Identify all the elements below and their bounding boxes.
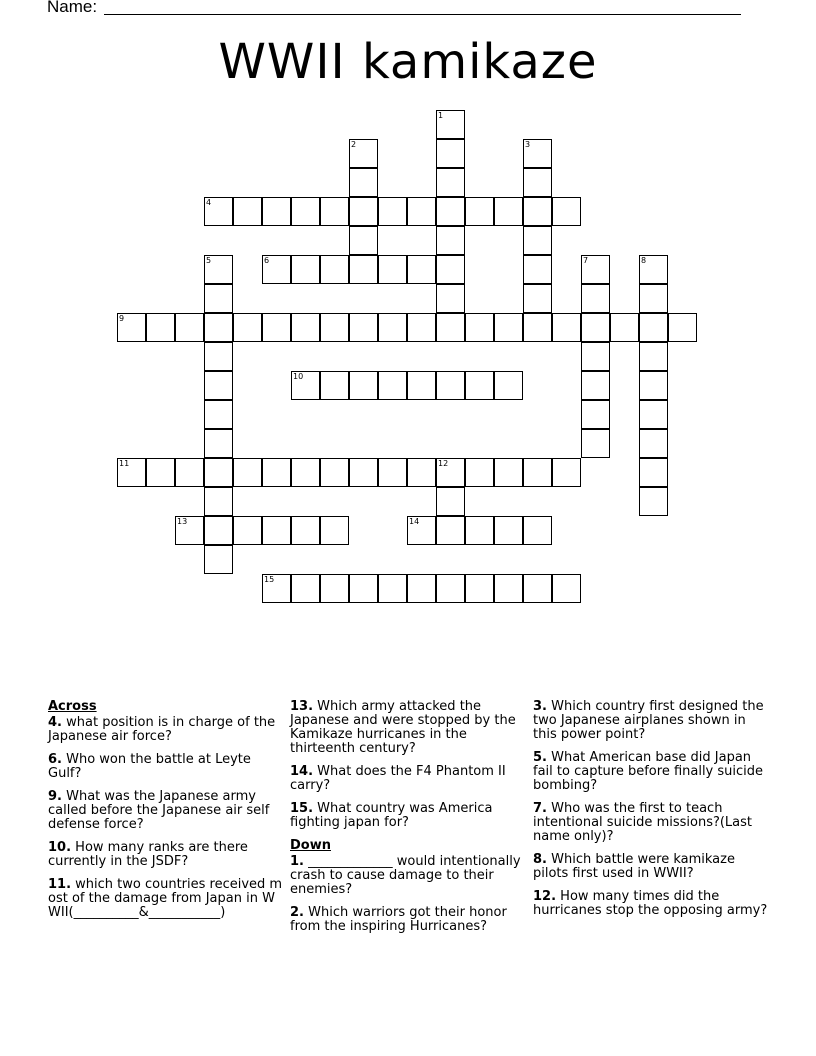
grid-cell[interactable]	[465, 371, 494, 400]
grid-cell[interactable]	[117, 313, 146, 342]
cell-number: 11	[119, 459, 130, 468]
grid-cell[interactable]	[465, 574, 494, 603]
cell-number: 5	[206, 256, 212, 265]
grid-cell[interactable]	[262, 516, 291, 545]
grid-cell[interactable]	[639, 255, 668, 284]
grid-cell[interactable]	[639, 458, 668, 487]
grid-cell[interactable]	[349, 458, 378, 487]
grid-cell[interactable]	[349, 574, 378, 603]
grid-cell[interactable]	[204, 342, 233, 371]
grid-cell[interactable]	[436, 110, 465, 139]
grid-cell[interactable]	[407, 255, 436, 284]
grid-cell[interactable]	[378, 255, 407, 284]
grid-cell[interactable]	[378, 458, 407, 487]
grid-cell[interactable]	[175, 516, 204, 545]
grid-cell[interactable]	[349, 255, 378, 284]
grid-cell[interactable]	[349, 371, 378, 400]
grid-cell[interactable]	[349, 139, 378, 168]
grid-cell[interactable]	[320, 574, 349, 603]
grid-cell[interactable]	[175, 313, 204, 342]
grid-cell[interactable]	[639, 400, 668, 429]
grid-cell[interactable]	[407, 574, 436, 603]
clues-column-2	[290, 700, 524, 943]
clue-across-14: 14. What does the F4 Phantom II carry?	[290, 764, 506, 793]
grid-cell[interactable]	[175, 458, 204, 487]
grid-cell[interactable]	[204, 371, 233, 400]
clue-down-2: 2. Which warriors got their honor from the inspiring Hurricanes?	[290, 905, 507, 934]
grid-cell[interactable]	[262, 197, 291, 226]
grid-cell[interactable]	[523, 458, 552, 487]
grid-cell[interactable]	[494, 371, 523, 400]
grid-cell[interactable]	[407, 516, 436, 545]
grid-cell[interactable]	[204, 458, 233, 487]
cell-number: 14	[409, 517, 420, 526]
grid-cell[interactable]	[117, 458, 146, 487]
grid-cell[interactable]	[494, 197, 523, 226]
grid-cell[interactable]	[291, 574, 320, 603]
grid-cell[interactable]	[639, 371, 668, 400]
grid-cell[interactable]	[436, 139, 465, 168]
grid-cell[interactable]	[465, 313, 494, 342]
grid-cell[interactable]	[581, 429, 610, 458]
grid-cell[interactable]	[291, 458, 320, 487]
grid-cell[interactable]	[639, 342, 668, 371]
grid-cell[interactable]	[378, 197, 407, 226]
grid-cell[interactable]	[581, 400, 610, 429]
grid-cell[interactable]	[436, 313, 465, 342]
grid-cell[interactable]	[581, 371, 610, 400]
grid-cell[interactable]	[407, 313, 436, 342]
grid-cell[interactable]	[523, 516, 552, 545]
clue-down-8: 8. Which battle were kamikaze pilots first used in WWII?	[533, 852, 735, 881]
cell-number: 2	[351, 140, 357, 149]
grid-cell[interactable]	[204, 487, 233, 516]
grid-cell[interactable]	[581, 284, 610, 313]
grid-cell[interactable]	[349, 197, 378, 226]
grid-cell[interactable]	[436, 255, 465, 284]
grid-cell[interactable]	[378, 574, 407, 603]
grid-cell[interactable]	[204, 545, 233, 574]
clues-column-1	[48, 700, 284, 929]
cell-number: 12	[438, 459, 449, 468]
cell-number: 4	[206, 198, 212, 207]
grid-cell[interactable]	[407, 458, 436, 487]
grid-cell[interactable]	[436, 458, 465, 487]
cell-number: 15	[264, 575, 275, 584]
grid-cell[interactable]	[523, 168, 552, 197]
grid-cell[interactable]	[291, 197, 320, 226]
clue-down-3: 3. Which country first designed the two Japanese airplanes shown in this power point?	[533, 699, 764, 742]
grid-cell[interactable]	[233, 458, 262, 487]
grid-cell[interactable]	[349, 226, 378, 255]
clue-down-12: 12. How many times did the hurricanes stop the opposing army?	[533, 889, 768, 918]
grid-cell[interactable]	[204, 429, 233, 458]
grid-cell[interactable]	[233, 516, 262, 545]
grid-cell[interactable]	[291, 255, 320, 284]
cell-number: 9	[119, 314, 125, 323]
grid-cell[interactable]	[204, 400, 233, 429]
grid-cell[interactable]	[494, 516, 523, 545]
grid-cell[interactable]	[581, 313, 610, 342]
grid-cell[interactable]	[291, 313, 320, 342]
grid-cell[interactable]	[436, 516, 465, 545]
grid-cell[interactable]	[639, 487, 668, 516]
clue-down-1: 1. _____________ would intentionally crash to cause damage to their enemies?	[290, 854, 521, 897]
grid-cell[interactable]	[233, 197, 262, 226]
grid-cell[interactable]	[639, 284, 668, 313]
grid-cell[interactable]	[320, 458, 349, 487]
grid-cell[interactable]	[320, 197, 349, 226]
grid-cell[interactable]	[204, 197, 233, 226]
grid-cell[interactable]	[465, 197, 494, 226]
cell-number: 10	[293, 372, 304, 381]
grid-cell[interactable]	[494, 313, 523, 342]
grid-cell[interactable]	[494, 458, 523, 487]
grid-cell[interactable]	[552, 197, 581, 226]
grid-cell[interactable]	[436, 284, 465, 313]
cell-number: 6	[264, 256, 270, 265]
grid-cell[interactable]	[407, 197, 436, 226]
grid-cell[interactable]	[204, 516, 233, 545]
grid-cell[interactable]	[233, 313, 262, 342]
clue-across-9: 9. What was the Japanese army called before the Japanese air self defense force?	[48, 789, 270, 832]
grid-cell[interactable]	[523, 313, 552, 342]
clues-column-3	[533, 700, 769, 927]
cell-number: 8	[641, 256, 647, 265]
grid-cell[interactable]	[320, 516, 349, 545]
grid-cell[interactable]	[494, 574, 523, 603]
grid-cell[interactable]	[523, 284, 552, 313]
clue-down-7: 7. Who was the first to teach intentional suicide missions?(Last name only)?	[533, 801, 753, 844]
grid-cell[interactable]	[320, 371, 349, 400]
grid-cell[interactable]	[262, 574, 291, 603]
grid-cell[interactable]	[436, 574, 465, 603]
grid-cell[interactable]	[552, 458, 581, 487]
grid-cell[interactable]	[320, 255, 349, 284]
grid-cell[interactable]	[146, 313, 175, 342]
grid-cell[interactable]	[552, 313, 581, 342]
grid-cell[interactable]	[523, 197, 552, 226]
grid-cell[interactable]	[204, 284, 233, 313]
grid-cell[interactable]	[146, 458, 175, 487]
grid-cell[interactable]	[581, 255, 610, 284]
grid-cell[interactable]	[639, 429, 668, 458]
grid-cell[interactable]	[523, 255, 552, 284]
clue-across-15: 15. What country was America fighting japan for?	[290, 801, 493, 830]
across-heading: Across	[48, 699, 97, 714]
grid-cell[interactable]	[349, 313, 378, 342]
grid-cell[interactable]	[378, 313, 407, 342]
grid-cell[interactable]	[581, 342, 610, 371]
grid-cell[interactable]	[349, 168, 378, 197]
grid-cell[interactable]	[262, 458, 291, 487]
grid-cell[interactable]	[262, 255, 291, 284]
grid-cell[interactable]	[291, 371, 320, 400]
clue-across-11: 11. which two countries received most of the damage from Japan in WWII(__________&___________)	[48, 877, 283, 920]
grid-cell[interactable]	[291, 516, 320, 545]
clue-across-10: 10. How many ranks are there currently in the JSDF?	[48, 840, 248, 869]
clue-across-13: 13. Which army attacked the Japanese and were stopped by the Kamikaze hurricanes in the thirteenth century?	[290, 699, 516, 756]
clue-across-6: 6. Who won the battle at Leyte Gulf?	[48, 752, 251, 781]
page-title: WWII kamikaze	[218, 34, 598, 90]
grid-cell[interactable]	[465, 458, 494, 487]
grid-cell[interactable]	[262, 313, 291, 342]
grid-cell[interactable]	[436, 226, 465, 255]
clue-down-5: 5. What American base did Japan fail to capture before finally suicide bombing?	[533, 750, 764, 793]
grid-cell[interactable]	[668, 313, 697, 342]
grid-cell[interactable]	[523, 139, 552, 168]
grid-cell[interactable]	[436, 487, 465, 516]
grid-cell[interactable]	[552, 574, 581, 603]
grid-cell[interactable]	[204, 313, 233, 342]
grid-cell[interactable]	[436, 168, 465, 197]
grid-cell[interactable]	[436, 197, 465, 226]
cell-number: 7	[583, 256, 589, 265]
grid-cell[interactable]	[523, 226, 552, 255]
clue-across-4: 4. what position is in charge of the Japanese air force?	[48, 715, 276, 744]
name-label: Name:	[47, 0, 98, 16]
cell-number: 13	[177, 517, 188, 526]
grid-cell[interactable]	[407, 371, 436, 400]
grid-cell[interactable]	[378, 371, 407, 400]
grid-cell[interactable]	[465, 516, 494, 545]
grid-cell[interactable]	[523, 574, 552, 603]
grid-cell[interactable]	[436, 371, 465, 400]
down-heading: Down	[290, 838, 331, 853]
grid-cell[interactable]	[204, 255, 233, 284]
grid-cell[interactable]	[639, 313, 668, 342]
grid-cell[interactable]	[610, 313, 639, 342]
cell-number: 1	[438, 111, 444, 120]
cell-number: 3	[525, 140, 531, 149]
grid-cell[interactable]	[320, 313, 349, 342]
